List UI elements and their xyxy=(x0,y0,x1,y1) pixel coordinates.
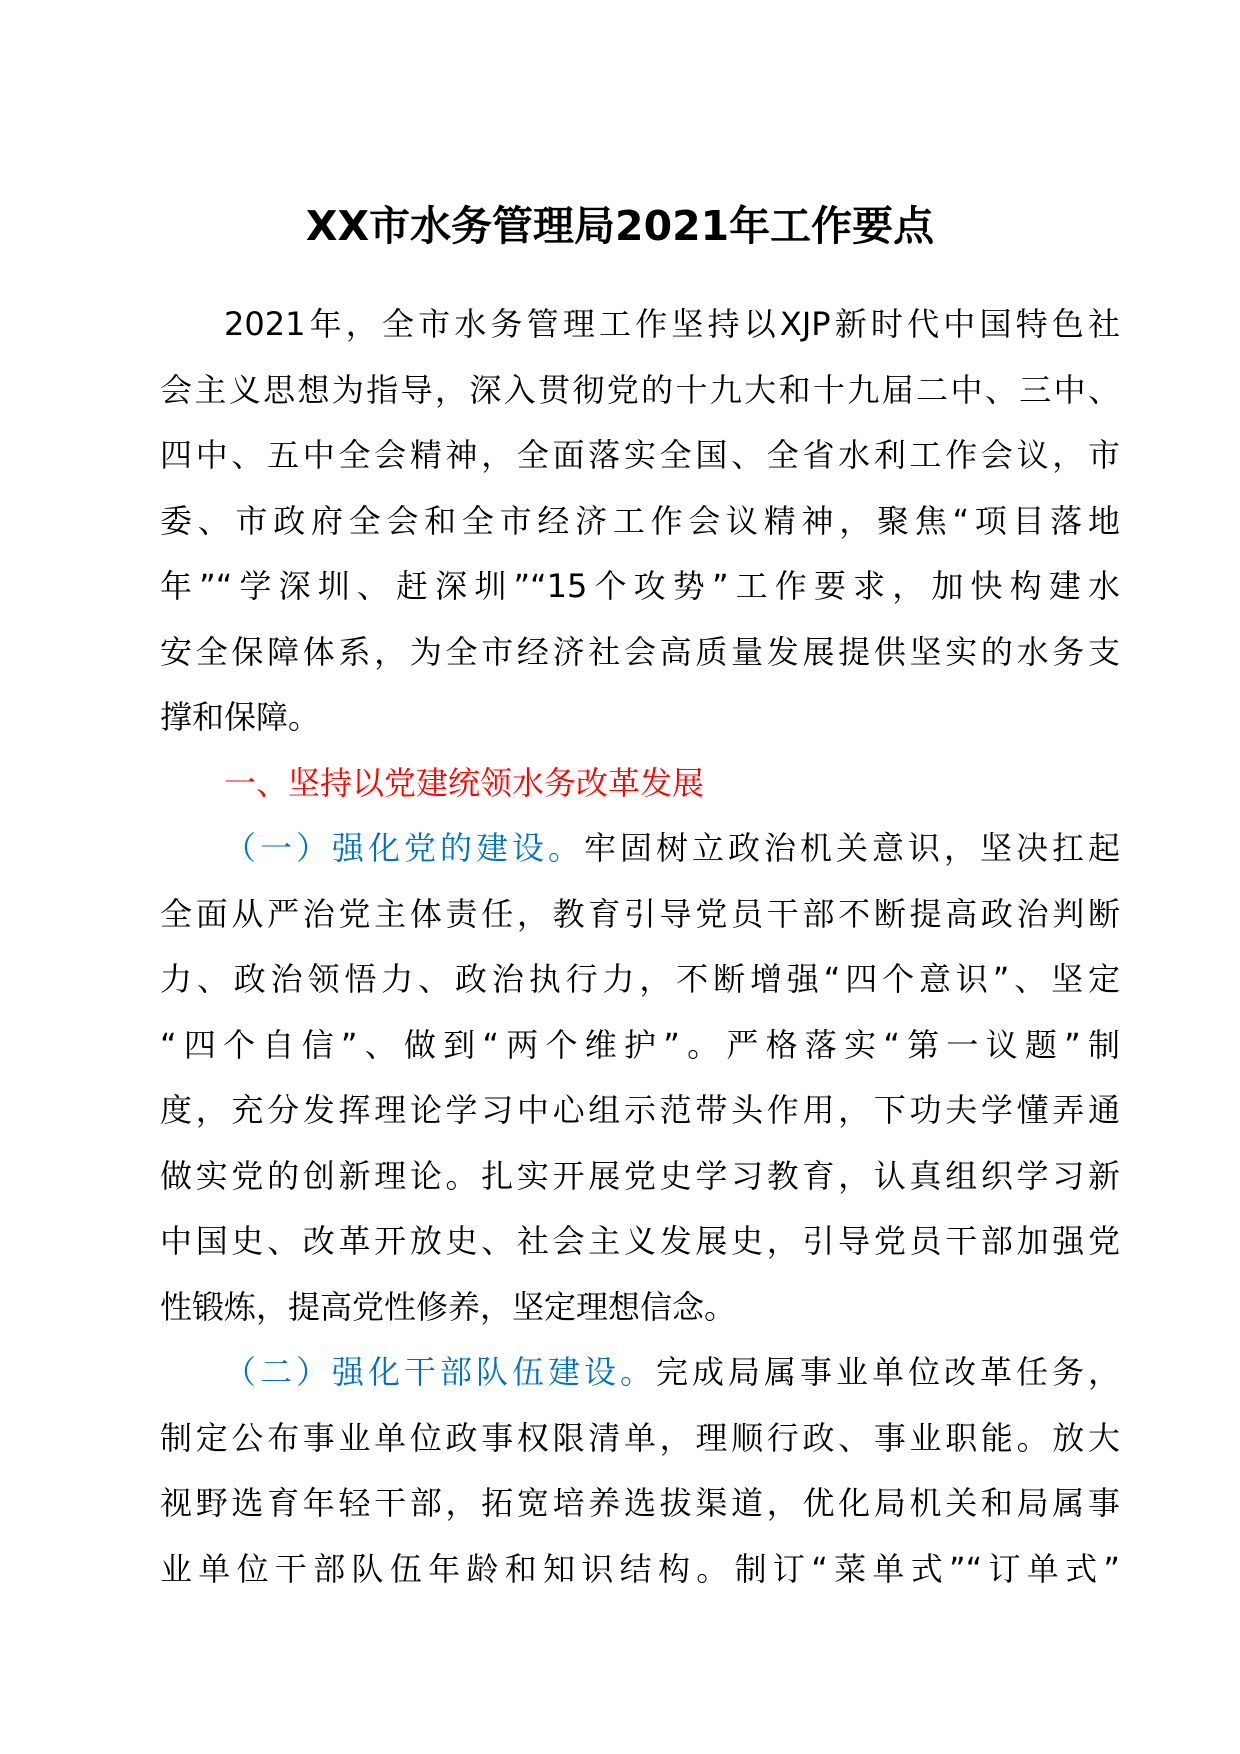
subsection-heading: （一）强化党的建设。 xyxy=(224,829,584,867)
paragraph-line: 做实党的创新理论。扎实开展党史学习教育，认真组织学习新 xyxy=(160,1156,1120,1195)
paragraph-text: 完成局属事业单位改革任务， xyxy=(656,1353,1120,1391)
subsection-party-building xyxy=(160,816,1120,1340)
document-body xyxy=(160,292,1120,1602)
paragraph-line: 制定公布事业单位政事权限清单，理顺行政、事业职能。放大 xyxy=(160,1418,1120,1457)
paragraph-line: 视野选育年轻干部，拓宽培养选拔渠道，优化局机关和局属事 xyxy=(160,1484,1120,1522)
paragraph-line: 力、政治领悟力、政治执行力，不断增强“四个意识”、坚定 xyxy=(160,960,1120,998)
paragraph-line: 年”“学深圳、赶深圳”“15个攻势”工作要求，加快构建水 xyxy=(160,567,1120,605)
paragraph-line: 全面从严治党主体责任，教育引导党员干部不断提高政治判断 xyxy=(160,894,1120,933)
intro-paragraph xyxy=(160,292,1120,751)
paragraph-line: 会主义思想为指导，深入贯彻党的十九大和十九届二中、三中、 xyxy=(160,370,1120,409)
paragraph-text: 牢固树立政治机关意识，坚决扛起 xyxy=(584,829,1120,867)
subsection-first-line xyxy=(160,816,1120,882)
paragraph-line: 度，充分发挥理论学习中心组示范带头作用，下功夫学懂弄通 xyxy=(160,1091,1120,1129)
paragraph-line: 2021年，全市水务管理工作坚持以XJP新时代中国特色社 xyxy=(224,305,1120,343)
document-title: XX市水务管理局2021年工作要点 xyxy=(305,202,935,250)
paragraph-line: 安全保障体系，为全市经济社会高质量发展提供坚实的水务支 xyxy=(160,632,1120,671)
paragraph-line: 中国史、改革开放史、社会主义发展史，引导党员干部加强党 xyxy=(160,1222,1120,1260)
section-heading: 一、坚持以党建统领水务改革发展 xyxy=(224,763,705,802)
paragraph-line: 委、市政府全会和全市经济工作会议精神，聚焦“项目落地 xyxy=(160,501,1120,540)
paragraph-line: 撑和保障。 xyxy=(160,698,321,736)
subsection-first-line xyxy=(160,1340,1120,1406)
subsection-heading: （二）强化干部队伍建设。 xyxy=(224,1353,656,1391)
paragraph-line: “四个自信”、做到“两个维护”。严格落实“第一议题”制 xyxy=(160,1025,1120,1064)
subsection-cadre-team xyxy=(160,1340,1120,1602)
paragraph-line: 四中、五中全会精神，全面落实全国、全省水利工作会议，市 xyxy=(160,436,1120,474)
paragraph-line: 性锻炼，提高党性修养，坚定理想信念。 xyxy=(160,1287,737,1326)
paragraph-line: 业单位干部队伍年龄和知识结构。制订“菜单式”“订单式” xyxy=(160,1549,1120,1588)
